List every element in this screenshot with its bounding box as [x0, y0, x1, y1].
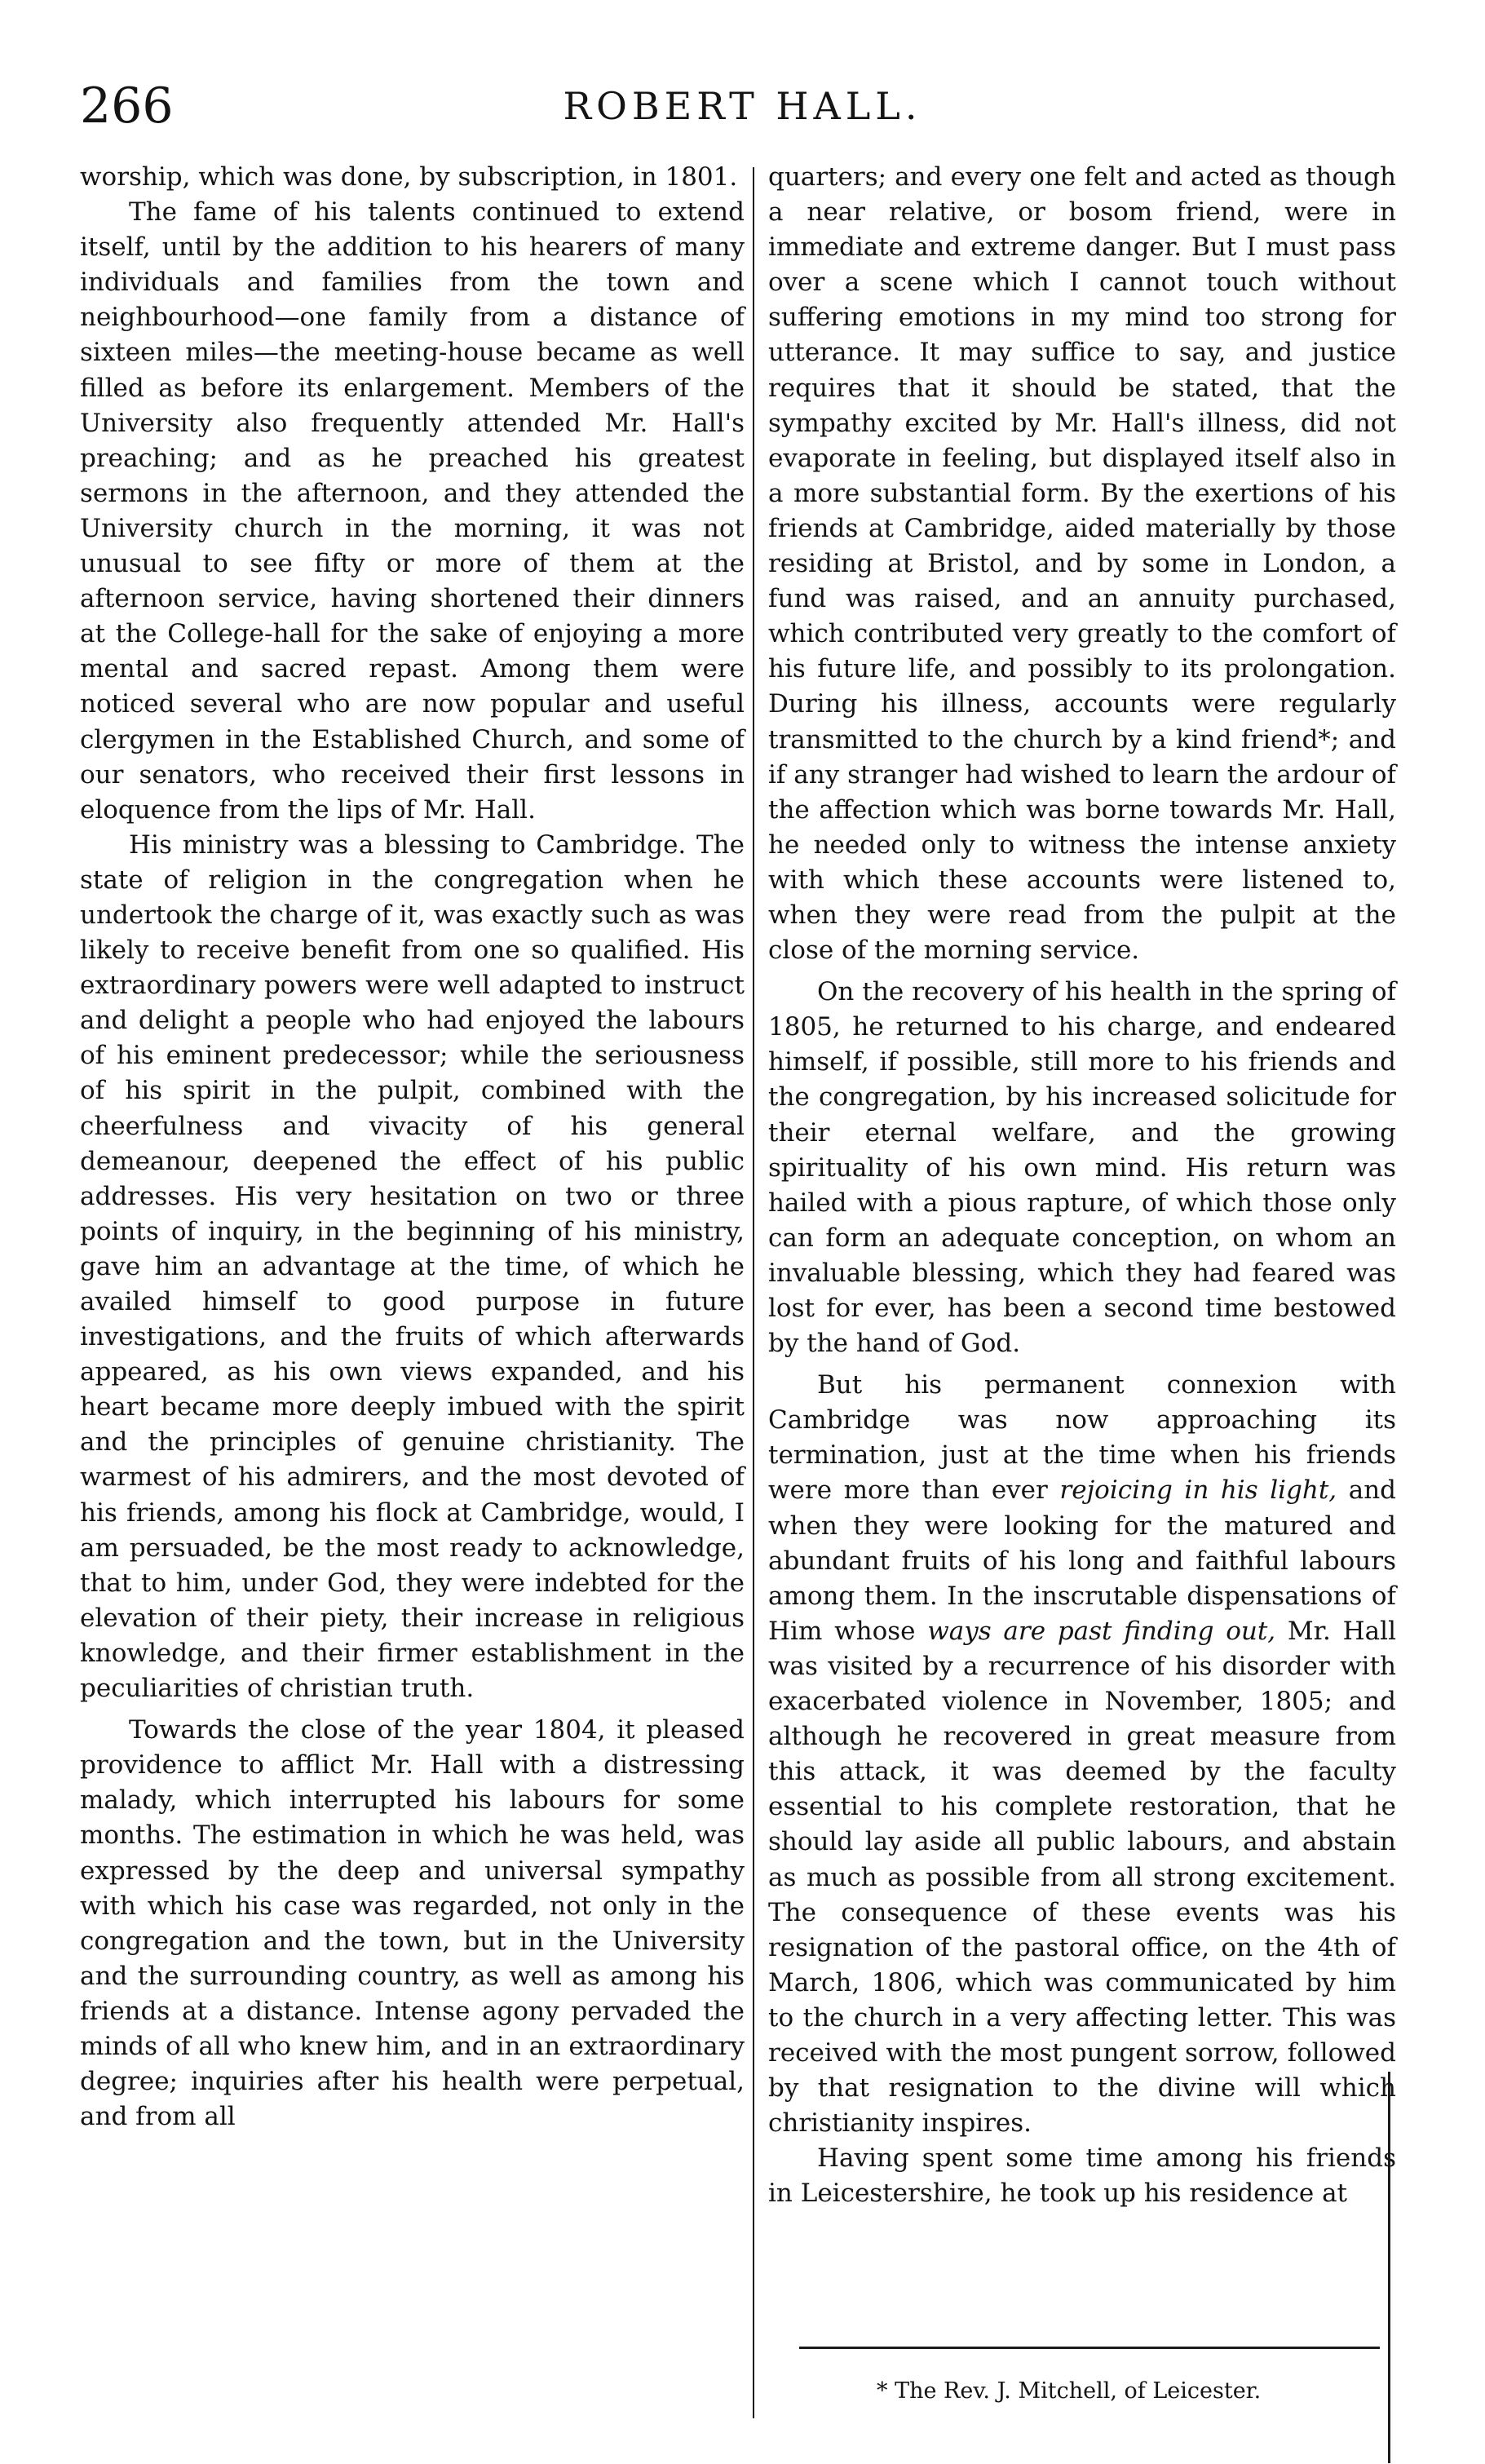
page-header	[0, 69, 1485, 143]
paragraph-malady: Towards the close of the year 1804, it pleased providence to afflict Mr. Hall with a distressing malady, which interrupted his labours for some months. The estimation in which he was held, was expressed by the deep and universal sympathy with which his case was regarded, not only in the congregation and the town, but in the University and the surrounding country, as well as among his friends at a distance. Intense agony pervaded the minds of all who knew him, and in an extraordinary degree; inquiries after his health were perpetual, and from all	[80, 1715, 745, 2132]
italic-phrase-ways: ways are past finding out,	[927, 1616, 1276, 1646]
paragraph-leicestershire: Having spent some time among his friends in Leicestershire, he took up his residence at	[768, 2143, 1396, 2209]
running-head: ROBERT HALL.	[563, 84, 922, 128]
column-divider-rule	[753, 167, 754, 2418]
left-column	[80, 160, 745, 2134]
paragraph-ministry-blessing: His ministry was a blessing to Cambridge. The state of religion in the congregation when he undertook the charge of it, was exactly such as was likely to receive benefit from one so qualified. His extraordinary powers were well adapted to instruct and delight a people who had enjoyed the labours of his eminent predecessor; while the seriousness of his spirit in the pulpit, combined with the cheerfulness and vivacity of his general demeanour, deepened the effect of his public addresses. His very hesitation on two or three points of inquiry, in the beginning of his ministry, gave him an advantage at the time, of which he availed himself to good purpose in future investigations, and the fruits of which afterwards appeared, as his own views expanded, and his heart became more deeply imbued with the spirit and the principles of genuine christianity. The warmest of his admirers, and the most devoted of his friends, among his flock at Cambridge, would, I am persuaded, be the most ready to acknowledge, that to him, under God, they were indebted for the elevation of their piety, their increase in religious knowledge, and their firmer establishment in the peculiarities of christian truth.	[80, 829, 745, 1704]
resignation-text-end: Mr. Hall was visited by a recurrence of his disorder with exacerbated violence in November, 1805; and although he recovered in great measure from this attack, it was deemed by the faculty essential to his complete restoration, that he should lay aside all public labours, and abstain as much as possible from all strong excitement. The consequence of these events was his resignation of the pastoral office, on the 4th of March, 1806, which was communicated by him to the church in a very affecting letter. This was received with the most pungent sorrow, followed by that resignation to the divine will which christianity inspires.	[768, 1616, 1396, 2139]
resignation-text-middle: and when they were looking for the matured and abundant fruits of his long and faithful labours among them. In the inscrutable dispensations of Him whose	[768, 1475, 1397, 1646]
paragraph-fame-of-talents: The fame of his talents continued to extend itself, until by the addition to his hearers of many individuals and families from the town and neighbourhood—one family from a distance of sixteen miles—the meeting-house became as well filled as before its enlargement. Members of the University also frequently attended Mr. Hall's preaching; and as he preached his greatest sermons in the afternoon, and they attended the University church in the morning, it was not unusual to see fifty or more of them at the afternoon service, having shortened their dinners at the College-hall for the sake of enjoying a more mental and sacred repast. Among them were noticed several who are now popular and useful clergymen in the Established Church, and some of our senators, who received their first lessons in eloquence from the lips of Mr. Hall.	[80, 197, 745, 825]
paragraph-continuation: worship, which was done, by subscription, in 1801.	[80, 162, 738, 192]
paragraph-resignation	[768, 1368, 1396, 2141]
page-number: 266	[80, 77, 174, 135]
footnote: * The Rev. J. Mitchell, of Leicester.	[877, 2378, 1262, 2404]
paragraph-recovery: On the recovery of his health in the spring of 1805, he returned to his charge, and endeared himself, if possible, still more to his friends and the congregation, by his increased solicitude for their eternal welfare, and the growing spirituality of his own mind. His return was hailed with a pious rapture, of which those only can form an adequate conception, on whom an invaluable blessing, which they had feared was lost for ever, has been a second time bestowed by the hand of God.	[768, 977, 1396, 1359]
right-column	[768, 160, 1396, 2211]
footnote-rule	[799, 2347, 1380, 2349]
italic-phrase-rejoicing: rejoicing in his light,	[1059, 1475, 1337, 1506]
resignation-text-start: But his permanent connexion with Cambridge was now approaching its termination, just at the time when his friends were more than ever	[768, 1370, 1396, 1506]
paragraph-sympathy: quarters; and every one felt and acted as though a near relative, or bosom friend, were in immediate and extreme danger. But I must pass over a scene which I cannot touch without suffering emotions in my mind too strong for utterance. It may suffice to say, and justice requires that it should be stated, that the sympathy excited by Mr. Hall's illness, did not evaporate in feeling, but displayed itself also in a more substantial form. By the exertions of his friends at Cambridge, aided materially by those residing at Bristol, and by some in London, a fund was raised, and an annuity purchased, which contributed very greatly to the comfort of his future life, and possibly to its prolongation. During his illness, accounts were regularly transmitted to the church by a kind friend*; and if any stranger had wished to learn the ardour of the affection which was borne towards Mr. Hall, he needed only to witness the intense anxiety with which these accounts were listened to, when they were read from the pulpit at the close of the morning service.	[768, 162, 1396, 966]
